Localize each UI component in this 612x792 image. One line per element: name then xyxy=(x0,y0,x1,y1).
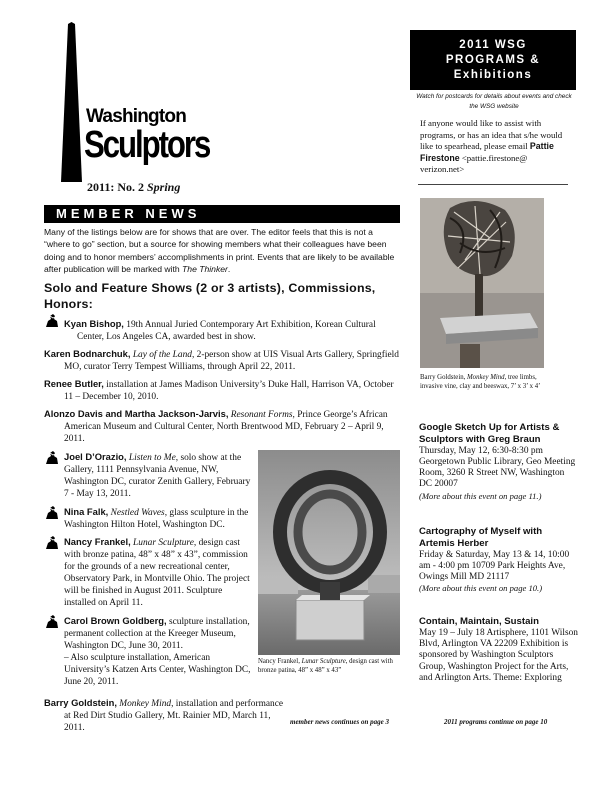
member-entry xyxy=(64,506,254,531)
issue-num: 2011: No. 2 xyxy=(87,180,144,194)
issue-season: Spring xyxy=(147,180,181,194)
member-entry xyxy=(64,451,254,500)
logo-washington: Washington xyxy=(86,106,186,127)
programs-title-1: 2011 WSG xyxy=(459,39,527,51)
event-details: Thursday, May 12, 6:30-8:30 pm Georgetown Public Library, Geo Meeting Room, 3260 R Street NW, Washington DC 20007 xyxy=(419,445,576,490)
washington-sculptors-logo xyxy=(44,22,210,182)
entry-work: Lay of the Land xyxy=(132,350,192,360)
entry-name: Nina Falk, xyxy=(64,506,109,517)
logo-sculptors: Sculptors xyxy=(84,124,210,166)
entry-text: , 2-person show at UIS Visual Arts Gallery, Springfield MO, curator Terry Tempest Williams, through April 22, 2011. xyxy=(64,350,399,373)
event-details: May 19 – July 18 Artisphere, 1101 Wilson Blvd, Arlington VA 22209 Exhibition is sponsored by Washington Sculptors Group, Washington Project for the Arts, and Arlington Arts. Theme: Exploring xyxy=(419,627,578,683)
thinker-icon xyxy=(44,614,60,629)
programs-note: Watch for postcards for details about events and check the WSG website xyxy=(416,93,572,110)
caption-work: Monkey Mind xyxy=(467,374,505,381)
event-more: (More about this event on page 10.) xyxy=(419,583,543,594)
event-title: Contain, Maintain, Sustain xyxy=(419,616,539,627)
member-news-heading: MEMBER NEWS xyxy=(44,205,400,223)
entry-text: , solo show at the Gallery, 1111 Pennsylvania Avenue, NW, Washington DC, curator Zenith Gallery, February 7 - May 13, 2011. xyxy=(64,453,251,500)
entry-work: Lunar Sculpture xyxy=(133,538,194,548)
assist-name: Pattie Firestone xyxy=(420,141,554,163)
entry-text: installation at James Madison University’s Duke Hall, Harrison VA, October 11 – December 10, 2010. xyxy=(64,380,394,403)
programs-title-3: Exhibitions xyxy=(453,69,533,81)
entry-work: Monkey Mind xyxy=(119,699,172,709)
event-title: Google Sketch Up for Artists & Sculptors with Greg Braun xyxy=(419,422,560,445)
entry-name: Kyan Bishop, xyxy=(64,318,124,329)
program-event xyxy=(419,526,579,594)
assist-email[interactable]: <pattie.firestone@ verizon.net> xyxy=(420,152,528,175)
programs-heading xyxy=(410,30,576,90)
caption-rest: , tree limbs, invasive vine, clay and beeswax, 7’ x 3’ x 4’ xyxy=(420,374,541,390)
entry-text: , Prince George’s African American Museum and Cultural Center, North Brentwood MD, February 2 – April 9, 2011. xyxy=(64,410,388,445)
thinker-icon xyxy=(44,535,60,550)
entry-work: Nestled Waves xyxy=(110,508,165,518)
member-news-intro xyxy=(44,226,399,275)
member-entry xyxy=(64,615,254,689)
entry-work: Resonant Forms xyxy=(230,410,293,420)
member-entry xyxy=(44,408,400,445)
entry-name: Carol Brown Goldberg, xyxy=(64,615,167,626)
event-title: Cartography of Myself with Artemis Herber xyxy=(419,526,543,549)
member-entry xyxy=(64,536,254,610)
programs-title-2: PROGRAMS & xyxy=(445,54,541,66)
entry-text: , glass sculpture in the Washington Hilton Hotel, Washington DC. xyxy=(64,508,249,531)
entry-work: Listen to Me xyxy=(128,453,176,463)
issue-number xyxy=(87,180,180,195)
intro-text: Many of the listings below are for shows that are over. The editor feels that this is not a “where to go” section, but a source for showing members what their colleagues have been doing and to honor members’ accomplishments in print. Events that are likely to be available after publication will be marked with xyxy=(44,227,395,274)
assist-text: If anyone would like to assist with programs, or has an idea that s/he would like to spearhead, please email xyxy=(420,118,563,152)
intro-end: . xyxy=(227,263,231,274)
entry-extra: – Also sculpture installation, American University’s Katzen Arts Center, Washington DC, June 20, 2011. xyxy=(64,653,251,688)
caption-rest: , design cast with bronze patina, 48” x 48” x 43” xyxy=(258,658,393,674)
programs-continued: 2011 programs continue on page 10 xyxy=(444,718,548,726)
entry-name: Joel D’Orazio, xyxy=(64,451,127,462)
caption-name: Barry Goldstein, xyxy=(420,374,468,381)
member-news-continued: member news continues on page 3 xyxy=(290,718,389,726)
entry-text: sculpture installation, permanent collection at the Kreeger Museum, Washington DC, June 30, 2011. xyxy=(64,617,250,652)
member-entry xyxy=(44,318,400,343)
lunar-sculpture-photo xyxy=(258,450,400,655)
entry-name: Nancy Frankel, xyxy=(64,536,131,547)
entry-name: Karen Bodnarchuk, xyxy=(44,348,131,359)
entry-name: Alonzo Davis and Martha Jackson-Jarvis, xyxy=(44,408,229,419)
member-entry xyxy=(44,378,400,403)
monkey-mind-caption xyxy=(420,373,550,391)
thinker-icon xyxy=(44,505,60,520)
caption-work: Lunar Sculpture xyxy=(301,658,346,665)
program-event xyxy=(419,616,579,684)
event-more: (More about this event on page 11.) xyxy=(419,490,542,501)
divider xyxy=(418,184,568,185)
caption-name: Nancy Frankel, xyxy=(258,658,302,665)
thinker-icon xyxy=(44,450,60,465)
assist-paragraph xyxy=(420,118,570,176)
section-heading: Solo and Feature Shows (2 or 3 artists), Commissions, Honors: xyxy=(44,281,376,311)
event-details: Friday & Saturday, May 13 & 14, 10:00 am - 4:00 pm 10709 Park Heights Ave, Owings Mill MD 21117 xyxy=(419,549,570,583)
intro-em: The Thinker xyxy=(182,263,228,274)
member-entry xyxy=(44,348,400,373)
entry-text: , installation and performance at Red Dirt Studio Gallery, Mt. Rainier MD, March 11, 2011. xyxy=(64,699,284,734)
lunar-sculpture-caption xyxy=(258,657,408,675)
monkey-mind-photo xyxy=(420,198,544,368)
entry-text: , design cast with bronze patina, 48” x 48” x 43”, commission for the grounds of a new recreational center, Observatory Park, in Montville Ohio. The project will be finished in August 2011. Sculpture installed on April 11. xyxy=(64,538,250,609)
entry-text: 19th Annual Juried Contemporary Art Exhibition, Korean Cultural Center, Los Angeles CA, awarded best in show. xyxy=(77,320,376,343)
program-event xyxy=(419,422,579,502)
entry-name: Barry Goldstein, xyxy=(44,697,117,708)
entry-name: Renee Butler, xyxy=(44,378,104,389)
member-entry xyxy=(44,697,284,734)
